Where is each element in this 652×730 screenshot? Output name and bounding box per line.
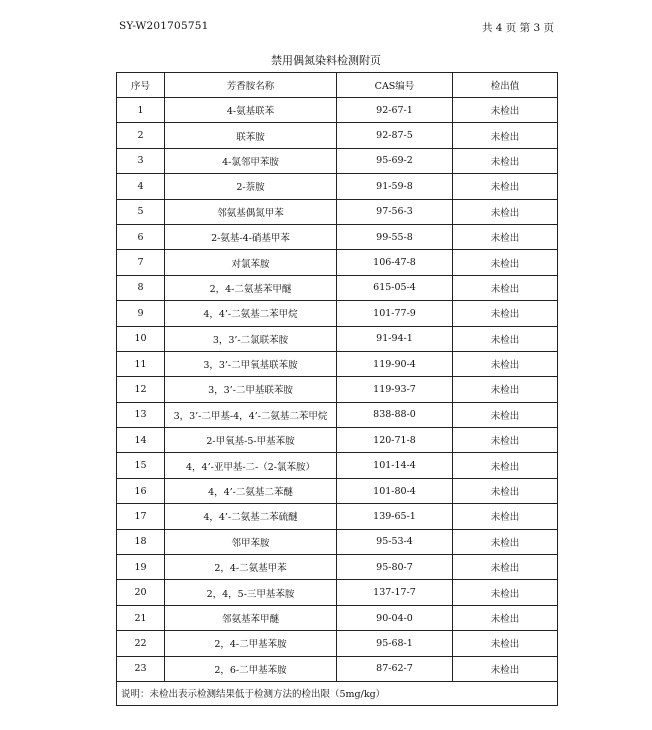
- amine-name: 2，6-二甲基苯胺: [165, 656, 337, 681]
- cas-number: 119-90-4: [337, 351, 453, 376]
- detected-value: 未检出: [453, 428, 558, 453]
- row-index: 3: [117, 148, 165, 173]
- cas-number: 106-47-8: [337, 250, 453, 275]
- table-row: [117, 148, 558, 173]
- row-index: 22: [117, 631, 165, 656]
- cas-number: 95-80-7: [337, 555, 453, 580]
- cas-number: 87-62-7: [337, 656, 453, 681]
- detected-value: 未检出: [453, 98, 558, 123]
- table-row: [117, 605, 558, 630]
- table-row: [117, 199, 558, 224]
- row-index: 10: [117, 326, 165, 351]
- detected-value: 未检出: [453, 402, 558, 427]
- cas-number: 99-55-8: [337, 224, 453, 249]
- row-index: 9: [117, 301, 165, 326]
- detected-value: 未检出: [453, 199, 558, 224]
- detected-value: 未检出: [453, 580, 558, 605]
- table-row: [117, 377, 558, 402]
- results-table: [116, 72, 558, 706]
- amine-name: 邻氨基偶氮甲苯: [165, 199, 337, 224]
- header-amine-name: 芳香胺名称: [165, 73, 337, 98]
- row-index: 13: [117, 402, 165, 427]
- row-index: 16: [117, 478, 165, 503]
- header-cas-number: CAS编号: [337, 73, 453, 98]
- header-detected-value: 检出值: [453, 73, 558, 98]
- detected-value: 未检出: [453, 504, 558, 529]
- cas-number: 92-67-1: [337, 98, 453, 123]
- row-index: 14: [117, 428, 165, 453]
- detected-value: 未检出: [453, 224, 558, 249]
- table-row: [117, 250, 558, 275]
- cas-number: 101-80-4: [337, 478, 453, 503]
- amine-name: 4，4’-二氨基二苯硫醚: [165, 504, 337, 529]
- row-index: 2: [117, 123, 165, 148]
- table-row: [117, 351, 558, 376]
- detected-value: 未检出: [453, 275, 558, 300]
- amine-name: 4，4’-二氨基二苯甲烷: [165, 301, 337, 326]
- table-row: [117, 224, 558, 249]
- cas-number: 137-17-7: [337, 580, 453, 605]
- amine-name: 对氯苯胺: [165, 250, 337, 275]
- row-index: 4: [117, 174, 165, 199]
- amine-name: 4-氯邻甲苯胺: [165, 148, 337, 173]
- document-id: SY-W201705751: [119, 20, 209, 32]
- amine-name: 联苯胺: [165, 123, 337, 148]
- table-row: [117, 275, 558, 300]
- detected-value: 未检出: [453, 555, 558, 580]
- detected-value: 未检出: [453, 301, 558, 326]
- table-row: [117, 326, 558, 351]
- row-index: 12: [117, 377, 165, 402]
- amine-name: 3，3’-二甲基-4，4’-二氨基二苯甲烷: [165, 402, 337, 427]
- amine-name: 3，3’-二甲氧基联苯胺: [165, 351, 337, 376]
- amine-name: 4，4’-二氨基二苯醚: [165, 478, 337, 503]
- table-row: [117, 656, 558, 681]
- amine-name: 2，4-二氨基苯甲醚: [165, 275, 337, 300]
- cas-number: 838-88-0: [337, 402, 453, 427]
- detected-value: 未检出: [453, 529, 558, 554]
- table-row: [117, 631, 558, 656]
- row-index: 23: [117, 656, 165, 681]
- table-row: [117, 529, 558, 554]
- row-index: 7: [117, 250, 165, 275]
- amine-name: 邻氨基苯甲醚: [165, 605, 337, 630]
- row-index: 19: [117, 555, 165, 580]
- detected-value: 未检出: [453, 174, 558, 199]
- detected-value: 未检出: [453, 656, 558, 681]
- amine-name: 4-氨基联苯: [165, 98, 337, 123]
- detected-value: 未检出: [453, 123, 558, 148]
- table-row: [117, 428, 558, 453]
- detected-value: 未检出: [453, 631, 558, 656]
- cas-number: 139-65-1: [337, 504, 453, 529]
- table-row: [117, 301, 558, 326]
- cas-number: 92-87-5: [337, 123, 453, 148]
- table-row: [117, 402, 558, 427]
- detected-value: 未检出: [453, 478, 558, 503]
- row-index: 15: [117, 453, 165, 478]
- detected-value: 未检出: [453, 250, 558, 275]
- table-row: [117, 580, 558, 605]
- cas-number: 90-04-0: [337, 605, 453, 630]
- row-index: 17: [117, 504, 165, 529]
- amine-name: 3，3’-二甲基联苯胺: [165, 377, 337, 402]
- table-header-row: [117, 73, 558, 98]
- detected-value: 未检出: [453, 605, 558, 630]
- table-row: [117, 504, 558, 529]
- detected-value: 未检出: [453, 351, 558, 376]
- row-index: 5: [117, 199, 165, 224]
- row-index: 18: [117, 529, 165, 554]
- cas-number: 119-93-7: [337, 377, 453, 402]
- row-index: 8: [117, 275, 165, 300]
- cas-number: 101-77-9: [337, 301, 453, 326]
- table-row: [117, 123, 558, 148]
- table-row: [117, 555, 558, 580]
- page-info: 共 4 页 第 3 页: [481, 22, 554, 34]
- amine-name: 邻甲苯胺: [165, 529, 337, 554]
- amine-name: 2，4，5-三甲基苯胺: [165, 580, 337, 605]
- row-index: 1: [117, 98, 165, 123]
- table-note: 说明：未检出表示检测结果低于检测方法的检出限（5mg/kg）: [117, 681, 558, 705]
- row-index: 11: [117, 351, 165, 376]
- cas-number: 95-53-4: [337, 529, 453, 554]
- table-row: [117, 98, 558, 123]
- table-body: [117, 98, 558, 682]
- cas-number: 101-14-4: [337, 453, 453, 478]
- cas-number: 91-94-1: [337, 326, 453, 351]
- detected-value: 未检出: [453, 326, 558, 351]
- amine-name: 2-甲氧基-5-甲基苯胺: [165, 428, 337, 453]
- header-index: 序号: [117, 73, 165, 98]
- cas-number: 120-71-8: [337, 428, 453, 453]
- cas-number: 95-69-2: [337, 148, 453, 173]
- amine-name: 4，4’-亚甲基-二-（2-氯苯胺）: [165, 453, 337, 478]
- detected-value: 未检出: [453, 377, 558, 402]
- detected-value: 未检出: [453, 453, 558, 478]
- amine-name: 2，4-二甲基苯胺: [165, 631, 337, 656]
- document-title: 禁用偶氮染料检测附页: [271, 54, 381, 67]
- table-row: [117, 478, 558, 503]
- row-index: 21: [117, 605, 165, 630]
- amine-name: 2-氨基-4-硝基甲苯: [165, 224, 337, 249]
- cas-number: 615-05-4: [337, 275, 453, 300]
- cas-number: 91-59-8: [337, 174, 453, 199]
- amine-name: 2-萘胺: [165, 174, 337, 199]
- detected-value: 未检出: [453, 148, 558, 173]
- cas-number: 97-56-3: [337, 199, 453, 224]
- table-row: [117, 453, 558, 478]
- cas-number: 95-68-1: [337, 631, 453, 656]
- amine-name: 3，3’-二氯联苯胺: [165, 326, 337, 351]
- row-index: 20: [117, 580, 165, 605]
- row-index: 6: [117, 224, 165, 249]
- note-row: [117, 681, 558, 705]
- amine-name: 2，4-二氨基甲苯: [165, 555, 337, 580]
- table-row: [117, 174, 558, 199]
